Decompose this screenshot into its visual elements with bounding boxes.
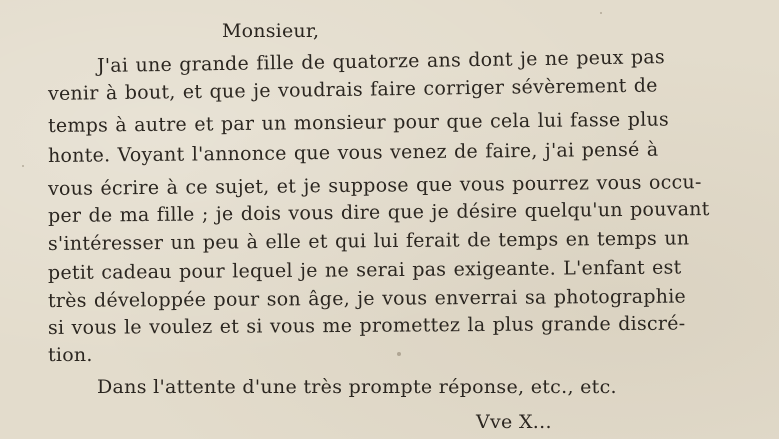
paper-speck <box>22 165 24 167</box>
closing-line: Dans l'attente d'une très prompte réponse, etc., etc. <box>97 376 617 398</box>
body-line-7: s'intéresser un peu à elle et qui lui ferait de temps en temps un <box>47 227 690 255</box>
body-line-3: temps à autre et par un monsieur pour que cela lui fasse plus <box>47 108 670 137</box>
body-line-9: très développée pour son âge, je vous enverrai sa photographie <box>47 285 687 312</box>
body-line-8: petit cadeau pour lequel je ne serai pas exigeante. L'enfant est <box>47 256 682 284</box>
signature: Vve X... <box>476 411 552 433</box>
body-line-11: tion. <box>48 344 93 366</box>
body-line-5: vous écrire à ce sujet, et je suppose que vous pourrez vous occu- <box>47 171 702 200</box>
salutation: Monsieur, <box>222 20 320 42</box>
body-line-2: venir à bout, et que je voudrais faire corriger sévèrement de <box>47 74 658 105</box>
paper-speck <box>397 352 401 356</box>
body-line-10: si vous le voulez et si vous me promettez la plus grande discré- <box>47 312 686 339</box>
body-line-4: honte. Voyant l'annonce que vous venez de faire, j'ai pensé à <box>47 138 659 167</box>
body-line-1: J'ai une grande fille de quatorze ans dont je ne peux pas <box>96 46 666 77</box>
body-line-6: per de ma fille ; je dois vous dire que je désire quelqu'un pouvant <box>47 198 710 227</box>
paper-speck <box>600 12 602 14</box>
